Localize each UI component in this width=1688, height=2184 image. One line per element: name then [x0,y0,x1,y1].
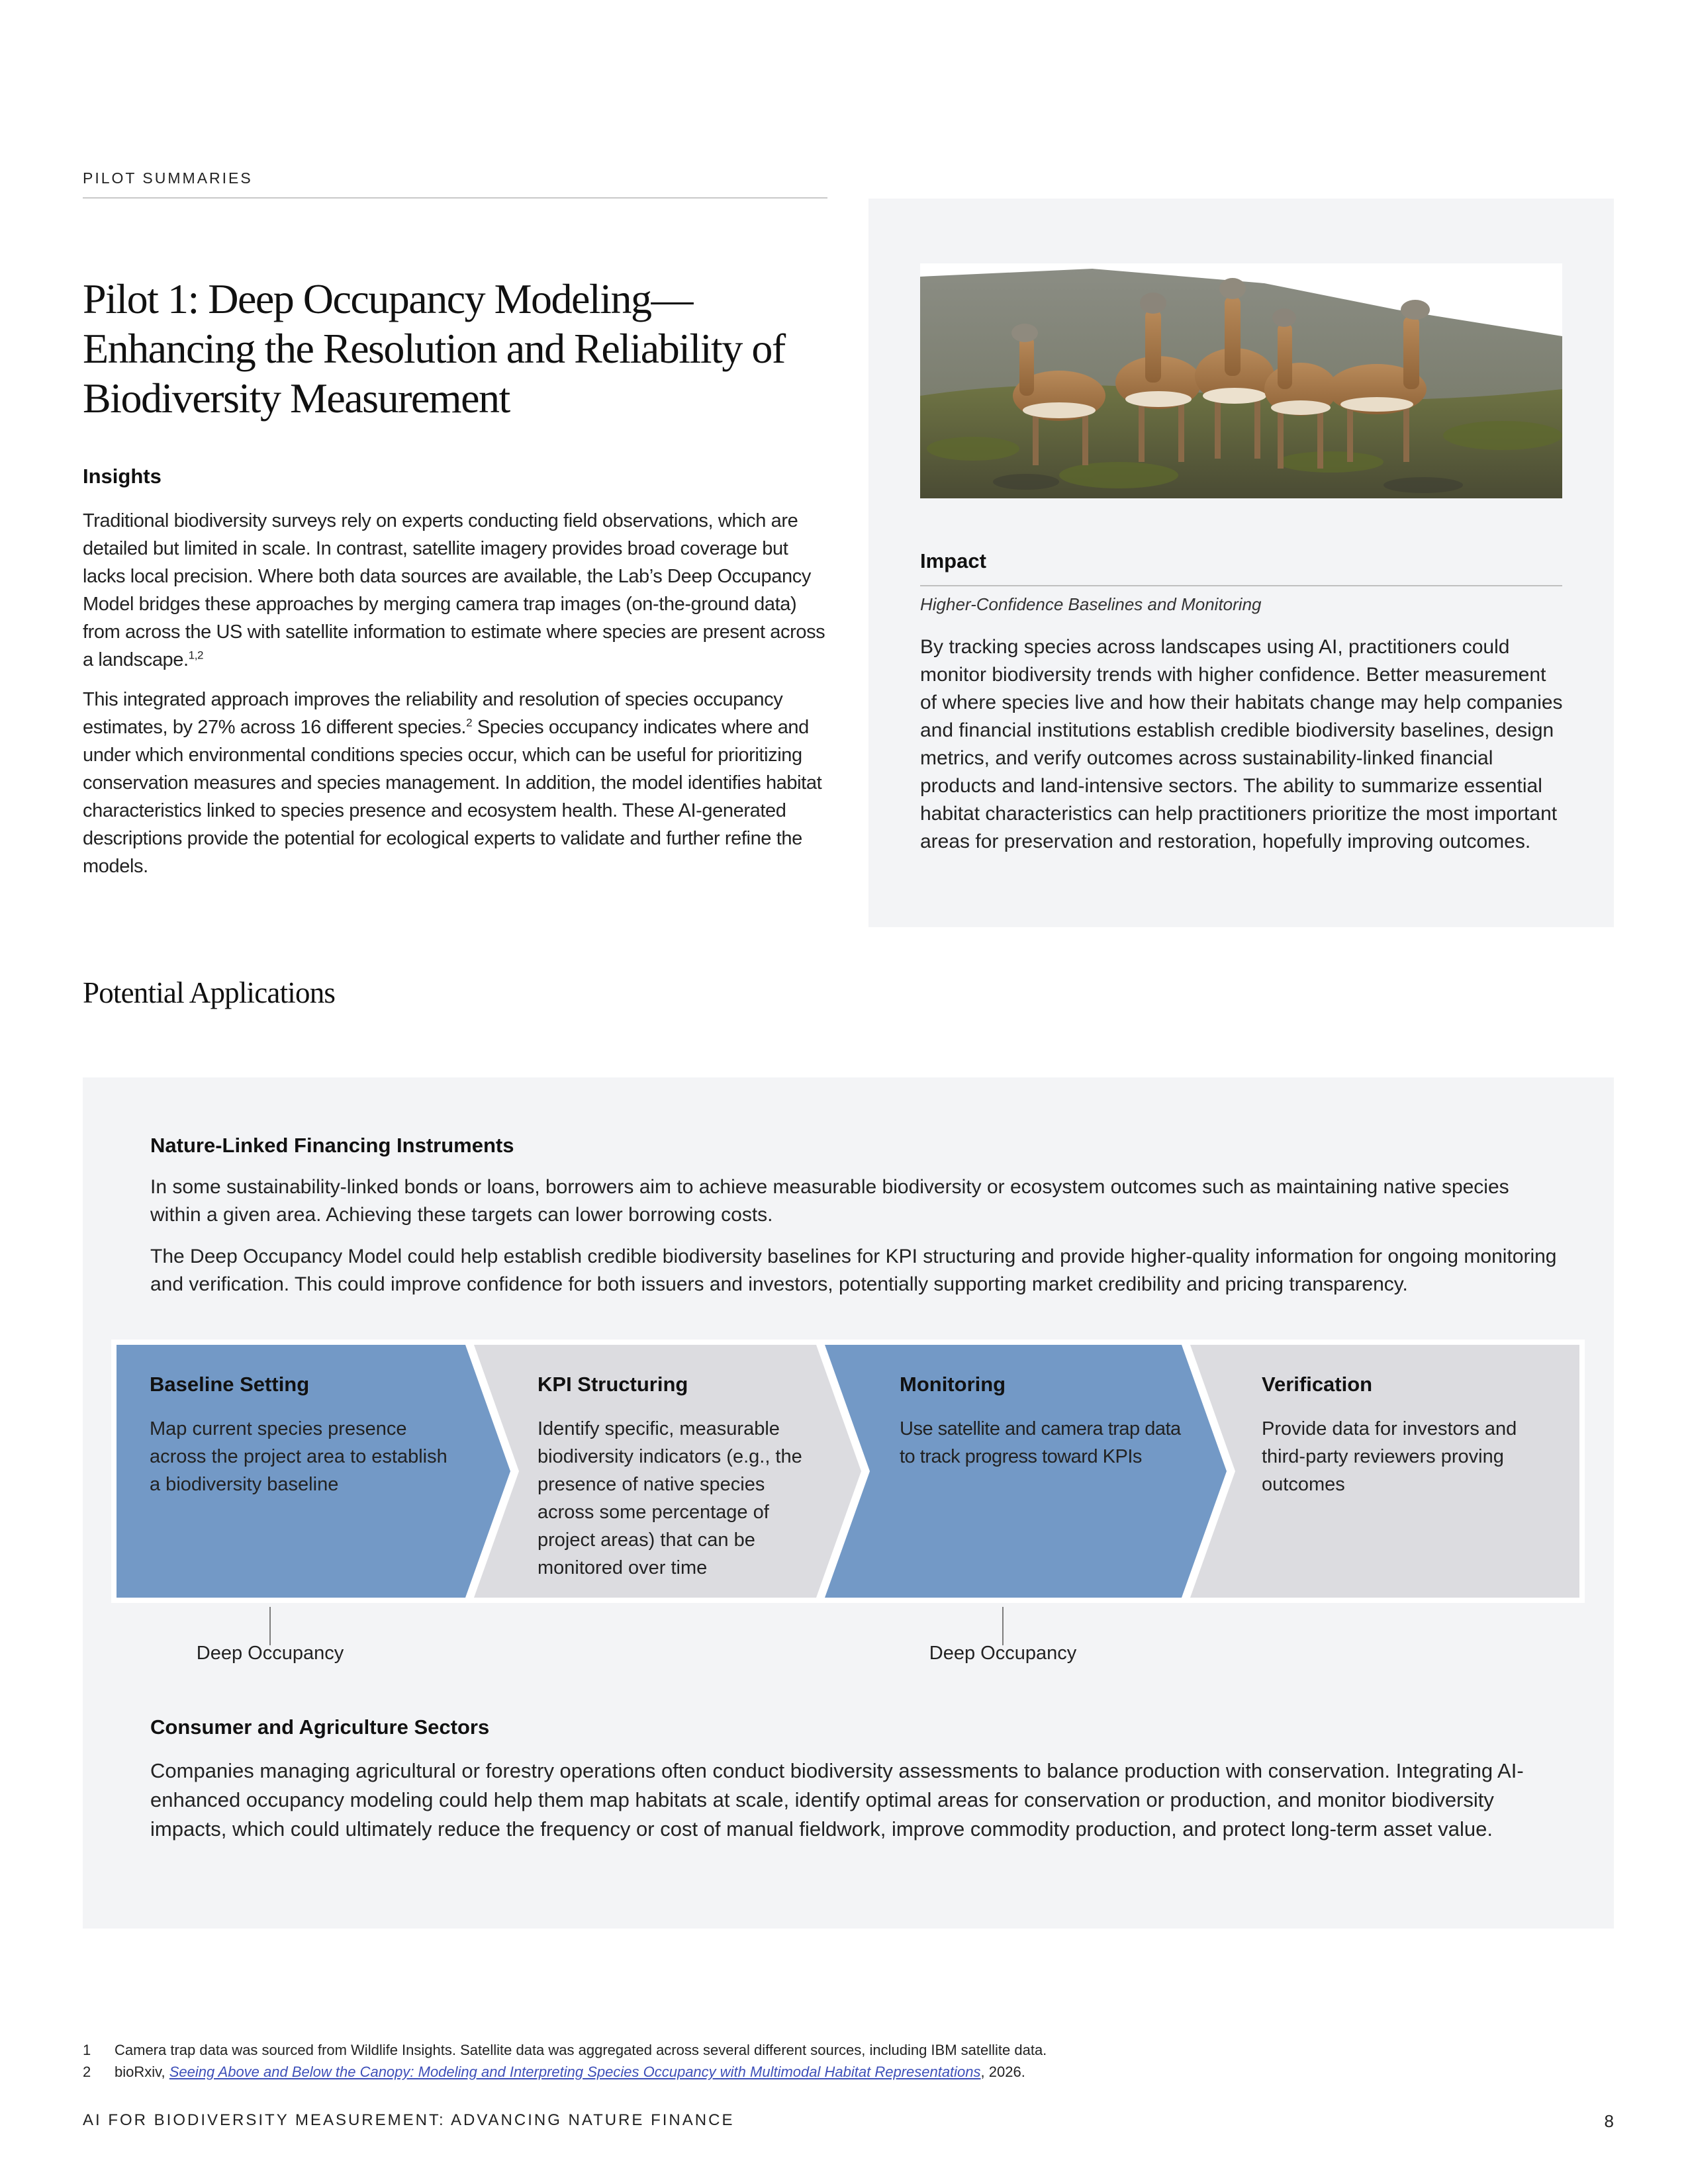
step-text-kpi: Identify specific, measurable biodiversity indicators (e.g., the presence of native species across some percentage of project areas) that can be monitored over time [538,1418,802,1578]
insights-paragraph-2 [83,686,831,880]
nature-financing-heading: Nature-Linked Financing Instruments [150,1134,514,1157]
insights-paragraph-2-text-a: This integrated approach improves the reliability and resolution of species occupancy estimates, by 27% across 16 different species. [83,689,783,738]
applications-heading: Potential Applications [83,976,336,1009]
step-shape-monitoring [825,1345,1227,1598]
guanaco-herd-photo [920,263,1562,498]
footnote-2-link[interactable]: Seeing Above and Below the Canopy: Modeling and Interpreting Species Occupancy with Multimodal Habitat Representations [169,2064,981,2080]
step-title-verification: Verification [1262,1373,1373,1396]
page-title: Pilot 1: Deep Occupancy Modeling—Enhancing the Resolution and Reliability of Biodiversity Measurement [83,275,785,422]
section-eyebrow: PILOT SUMMARIES [83,169,253,187]
step-text-baseline: Map current species presence across the project area to establish a biodiversity baseline [150,1418,447,1495]
step-text-verification: Provide data for investors and third-party reviewers proving outcomes [1262,1418,1517,1495]
footer-title: AI FOR BIODIVERSITY MEASUREMENT: ADVANCING NATURE FINANCE [83,2111,735,2129]
footnote-ref-2[interactable]: 2 [466,716,473,729]
step-text-monitoring: Use satellite and camera trap data to track progress toward KPIs [900,1418,1181,1467]
header-divider [83,197,827,199]
tag-connector-1 [269,1607,271,1645]
footnote-1 [83,2039,1605,2061]
page-number: 8 [1604,2111,1614,2131]
footnote-2-number: 2 [83,2064,91,2080]
impact-subtitle: Higher-Confidence Baselines and Monitoring [920,594,1262,614]
insights-heading: Insights [83,465,162,488]
step-title-monitoring: Monitoring [900,1373,1006,1396]
nature-financing-paragraph-2: The Deep Occupancy Model could help establish credible biodiversity baselines for KPI structuring and provide higher-quality information for ongoing monitoring and verification. This could improve confidence for both issuers and investors, potentially supporting market credibility and pricing transparency. [150,1246,1557,1295]
footnote-1-text: Camera trap data was sourced from Wildlife Insights. Satellite data was aggregated across several different sources, including IBM satellite data. [115,2042,1047,2058]
footnote-ref-1-2[interactable]: 1,2 [188,649,204,662]
impact-paragraph: By tracking species across landscapes using AI, practitioners could monitor biodiversity trends with higher confidence. Better measurement of where species live and how their habitats change may help companies and financial institutions establish credible biodiversity baselines, design metrics, and verify outcomes across sustainability-linked financial products and land-intensive sectors. The ability to summarize essential habitat characteristics can help practitioners prioritize the most important areas for preservation and restoration, hopefully improving outcomes. [920,636,1563,852]
step-title-kpi: KPI Structuring [538,1373,688,1396]
tag-connector-2 [1002,1607,1004,1645]
footnote-2 [83,2061,1605,2083]
consumer-agriculture-paragraph: Companies managing agricultural or forestry operations often conduct biodiversity assessments to balance production with conservation. Integrating AI-enhanced occupancy modeling could help them map habitats at scale, identify optimal areas for conservation or production, and monitor biodiversity impacts, which could ultimately reduce the frequency or cost of manual fieldwork, improve commodity production, and protect long-term asset value. [150,1759,1524,1841]
impact-heading: Impact [920,549,986,572]
consumer-agriculture-heading: Consumer and Agriculture Sectors [150,1715,490,1739]
insights-paragraph-1-text: Traditional biodiversity surveys rely on experts conducting field observations, which are detailed but limited in scale. In contrast, satellite imagery provides broad coverage but lacks local precision. Where both data sources are available, the Lab’s Deep Occupancy Model bridges these approaches by merging camera trap images (on-the-ground data) from across the US with satellite information to estimate where species are present across a landscape. [83,510,825,670]
impact-divider [920,585,1562,586]
nature-financing-paragraph-1: In some sustainability-linked bonds or loans, borrowers aim to achieve measurable biodiversity or ecosystem outcomes such as maintaining native species within a given area. Achieving these targets can lower borrowing costs. [150,1176,1509,1226]
insights-paragraph-2-text-b: Species occupancy indicates where and under which environmental conditions species occur, which can be useful for prioritizing conservation measures and species management. In addition, the model identifies habitat characteristics linked to species presence and ecosystem health. These AI-generated descriptions provide the potential for ecological experts to validate and further refine the models. [83,717,822,877]
footnote-1-number: 1 [83,2042,91,2058]
step-title-baseline: Baseline Setting [150,1373,310,1396]
insights-paragraph-1 [83,507,831,674]
deep-occupancy-tag-1: Deep Occupancy [196,1643,344,1664]
footnote-2-prefix: bioRxiv, [115,2064,169,2080]
deep-occupancy-tag-2: Deep Occupancy [929,1643,1077,1664]
footnote-2-suffix: , 2026. [980,2064,1025,2080]
